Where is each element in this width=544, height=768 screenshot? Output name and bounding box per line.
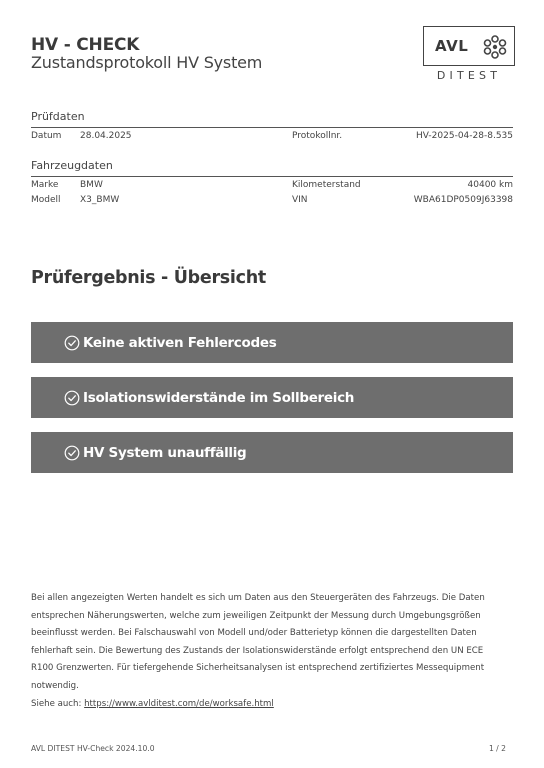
result-bar <box>31 322 513 363</box>
section-rule-pruefdaten <box>31 127 513 128</box>
vin-label: VIN <box>292 195 308 205</box>
protokoll-label: Protokollnr. <box>292 131 343 141</box>
see-also-label: Siehe auch: <box>31 698 85 709</box>
avl-snowflake-icon <box>482 34 508 60</box>
disclaimer-line: beeinflusst werden. Bei Falschauswahl von Modell und/oder Batterietyp können die dargestellten Daten <box>31 628 477 639</box>
disclaimer-line: Bei allen angezeigten Werten handelt es sich um Daten aus den Steuergeräten des Fahrzeugs. Die Daten <box>31 593 485 603</box>
page-number: 1 / 2 <box>488 744 506 753</box>
modell-label: Modell <box>31 195 61 205</box>
logo-box <box>423 26 515 66</box>
result-bar <box>31 432 513 473</box>
logo-text: AVL <box>435 37 469 55</box>
protokoll-value: HV-2025-04-28-8.535 <box>416 131 513 141</box>
logo-subtext: DITEST <box>436 69 502 82</box>
result-text: Isolationswiderstände im Sollbereich <box>83 389 355 406</box>
marke-value: BMW <box>80 180 103 190</box>
section-label-pruefdaten: Prüfdaten <box>31 110 85 123</box>
modell-value: X3_BMW <box>80 195 120 205</box>
worksafe-link[interactable]: https://www.avlditest.com/de/worksafe.html <box>84 698 274 709</box>
footer-version: AVL DITEST HV-Check 2024.10.0 <box>31 744 155 753</box>
check-circle-icon <box>64 390 80 406</box>
result-text: Keine aktiven Fehlercodes <box>83 334 277 351</box>
check-circle-icon <box>64 445 80 461</box>
marke-label: Marke <box>31 180 59 190</box>
disclaimer-line: entsprechen Näherungswerten, welche zum jeweiligen Zeitpunkt der Messung durch Umgebungsgrößen <box>31 610 481 621</box>
disclaimer-line: notwendig. <box>31 680 79 691</box>
disclaimer-line: R100 Grenzwerten. Für tiefergehende Sicherheitsanalysen ist entsprechend zertifiziertes Messequipment <box>31 663 485 674</box>
kilometerstand-label: Kilometerstand <box>292 180 361 190</box>
see-also-line <box>31 696 515 714</box>
kilometerstand-value: 40400 km <box>467 180 513 190</box>
results-heading: Prüfergebnis - Übersicht <box>31 268 266 288</box>
document-title: HV - CHECK <box>31 35 140 55</box>
section-label-fahrzeugdaten: Fahrzeugdaten <box>31 159 113 172</box>
datum-label: Datum <box>31 131 62 141</box>
avl-ditest-logo <box>423 26 515 84</box>
datum-value: 28.04.2025 <box>80 131 132 141</box>
result-text: HV System unauffällig <box>83 444 247 461</box>
disclaimer-line: fehlerhaft sein. Die Bewertung des Zustands der Isolationswiderstände erfolgt entsprechend den UN ECE <box>31 645 484 656</box>
disclaimer <box>31 590 515 713</box>
check-circle-icon <box>64 335 80 351</box>
result-bar <box>31 377 513 418</box>
vin-value: WBA61DP0509J63398 <box>413 195 513 205</box>
section-rule-fahrzeugdaten <box>31 176 513 177</box>
document-subtitle: Zustandsprotokoll HV System <box>31 53 263 72</box>
